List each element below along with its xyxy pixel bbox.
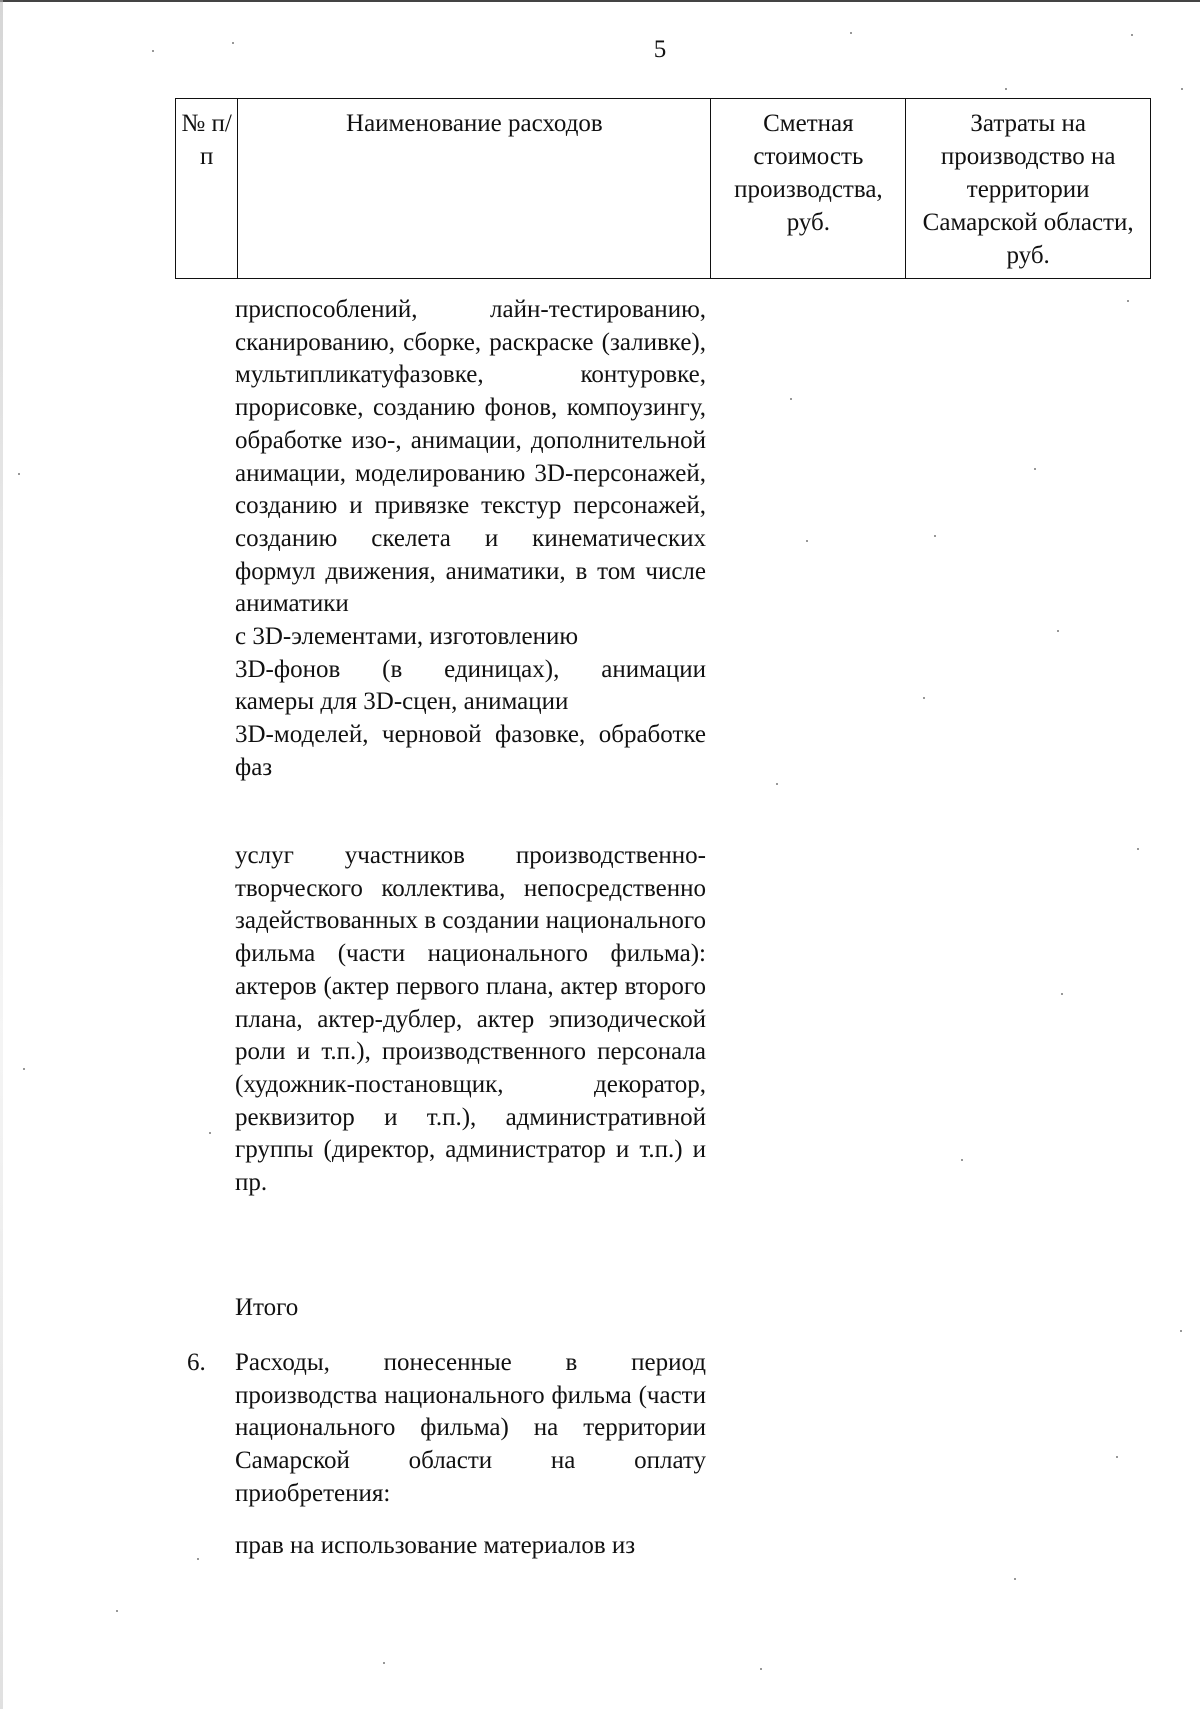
column-header-number: № п/п: [176, 99, 238, 279]
expense-description-animation: [235, 294, 706, 785]
expense-description-rights: [235, 1530, 706, 1563]
paragraph-line-3d-elements: с 3D-элементами, изготовлению: [235, 623, 579, 651]
column-header-samara-costs: Затраты на производство на территории Самарской области, руб.: [906, 99, 1151, 279]
scan-left-edge: [0, 0, 3, 1709]
item-number-6: 6.: [187, 1349, 206, 1376]
expense-description-crew: [235, 840, 706, 1200]
total-row: [235, 1292, 706, 1325]
paragraph-rights-materials: прав на использование материалов из: [235, 1532, 636, 1559]
item-6-description: Расходы, понесенные в период производства национального фильма (части национального фильма) на территории Самарской области на оплату приобретения:: [235, 1349, 706, 1507]
total-label: Итого: [235, 1294, 299, 1321]
expense-table-header: [175, 98, 1151, 279]
paragraph-crew-services: услуг участников производственно-творческого коллектива, непосредственно задействованных в создании национального фильма (части национального фильма): актеров (актер первого плана, актер второго плана, актер-дублер, актер эпизодической роли и т.п.), производственного персонала (художник-постановщик, декоратор, реквизитор и т.п.), административной группы (директор, администратор и т.п.) и пр.: [235, 842, 706, 1197]
page-number: 5: [653, 36, 667, 63]
paragraph-line-3d-backgrounds: 3D-фонов (в единицах), анимации: [235, 655, 706, 683]
paragraph-line-camera-animation: камеры для 3D-сцен, анимации: [235, 688, 569, 716]
paragraph-animation-services: приспособлений, лайн-тестированию, сканированию, сборке, раскраске (заливке), мультипликатуфазовке, контуровке, прорисовке, созданию фонов, компоузингу, обработке изо-, анимации, дополнительной анимации, моделированию 3D-персонажей, созданию и привязке текстур персонажей, созданию скелета и кинематических формул движения, аниматики, в том числе аниматики: [235, 296, 706, 618]
column-header-expense-name: Наименование расходов: [238, 99, 711, 279]
column-header-estimated-cost: Сметная стоимость производства, руб.: [711, 99, 906, 279]
paragraph-line-3d-models: 3D-моделей, черновой фазовке, обработке фаз: [235, 721, 706, 781]
expense-item-6: [235, 1347, 706, 1511]
top-border-line: [0, 0, 1200, 2]
